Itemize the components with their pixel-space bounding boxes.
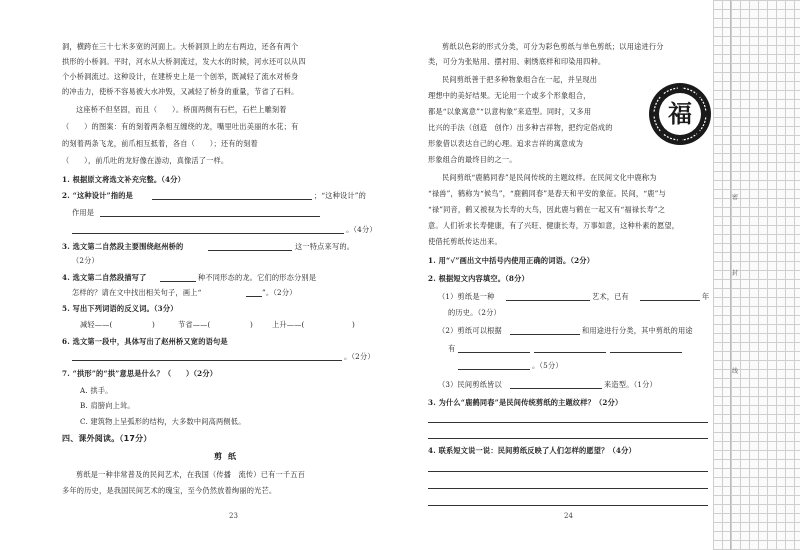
- question-2-2-points: 。（5分）: [532, 361, 563, 370]
- antonym-paren: ): [352, 320, 356, 329]
- passage-line: “禄兽”，鹤称为“候鸟”，“鹿鹤同春”是春天和平安的象征。民间，“鹿”与: [428, 189, 666, 198]
- passage-line: （ ），前爪吐的龙好像在游动，真像活了一样。: [62, 156, 229, 165]
- grid-margin: [713, 0, 800, 550]
- question-3: 3. 为什么“鹿鹤同春”是民间传统剪纸的主题纹样？（2分）: [428, 398, 623, 407]
- question-2-2-text: 和用途进行分类，其中剪纸的用途: [582, 326, 693, 335]
- answer-line[interactable]: [246, 296, 262, 297]
- question-2-3: （3）民间剪纸皆以: [438, 380, 502, 389]
- question-2-2-text: 有: [448, 344, 456, 353]
- answer-line[interactable]: [428, 438, 708, 439]
- page-number: 24: [564, 512, 573, 520]
- paper-cut-fu-icon: [646, 80, 714, 148]
- question-6: 6. 选文第一段中，具体写出了赵州桥又宽的语句是: [62, 337, 228, 346]
- antonym-paren: ): [152, 320, 156, 329]
- passage-line: “禄”同音，鹤又被视为长寿的大鸟，因此鹿与鹤在一起又有“福禄长寿”之: [428, 205, 666, 214]
- passage-line: 洞，横跨在三十七米多宽的河面上。大桥洞顶上的左右两边，还各有两个: [62, 42, 299, 51]
- seal-line-label: 密: [732, 194, 739, 201]
- question-1: 1. 用“√”画出文中括号内使用正确的词语。（2分）: [428, 256, 595, 265]
- question-2-1-text: 艺术，已有: [592, 292, 629, 301]
- antonym-item: 减轻——(: [80, 320, 113, 329]
- passage-line: 多年的历史，是我国民间艺术的瑰宝，至今仍然放着绚丽的光芒。: [62, 486, 277, 495]
- passage-line: 这座桥不但坚固，而且（ ）。桥面两侧有石栏，石栏上雕刻着: [76, 105, 287, 114]
- question-2-points: 。（4分）: [346, 225, 377, 234]
- question-2: 2. 根据短文内容填空。（8分）: [428, 274, 529, 283]
- antonym-item: 上升——(: [272, 320, 305, 329]
- passage-line: 民间剪纸善于把多种物象组合在一起，并呈现出: [442, 75, 598, 84]
- answer-line[interactable]: [208, 250, 292, 251]
- question-2-1-points: 的历史。（2分）: [448, 308, 501, 317]
- question-4-points: ”。（2分）: [262, 288, 297, 297]
- question-3-points: （2分）: [72, 256, 99, 265]
- answer-line[interactable]: [640, 300, 700, 301]
- answer-line[interactable]: [428, 471, 708, 472]
- answer-line[interactable]: [152, 199, 312, 200]
- paper-cut-character: 福: [668, 99, 692, 128]
- answer-line[interactable]: [610, 352, 682, 353]
- answer-line[interactable]: [458, 369, 530, 370]
- passage-title: 剪纸: [214, 452, 242, 461]
- question-2-text: ；“这种设计”的: [314, 191, 367, 200]
- question-1: 1. 根据原文将选文补充完整。（4分）: [62, 175, 186, 184]
- question-4: 4. 联系短文说一说：民间剪纸反映了人们怎样的愿望？（4分）: [428, 446, 636, 455]
- answer-line[interactable]: [160, 281, 196, 282]
- question-2-1: （1）剪纸是一种: [438, 292, 495, 301]
- answer-line[interactable]: [72, 233, 344, 234]
- answer-line[interactable]: [428, 422, 708, 423]
- question-2: 2. “这种设计”指的是: [62, 191, 133, 200]
- passage-line: 的刻着两条飞龙，前爪相互抵着，各自（ ）；还有的刻着: [62, 139, 258, 148]
- passage-line: 使借托剪纸传达出来。: [428, 237, 502, 246]
- antonym-item: 节省——(: [178, 320, 211, 329]
- passage-line: 形象组合的最终目的之一。: [428, 155, 517, 164]
- question-3: 3. 选文第二自然段主要围绕赵州桥的: [62, 242, 184, 251]
- question-2-text: 作用是: [72, 208, 95, 217]
- passage-line: 类，可分为张贴用、摆衬用、刺绣底样和印染用四种。: [428, 57, 606, 66]
- answer-line[interactable]: [458, 352, 530, 353]
- passage-line: （ ）的图案：有的刻着两条相互缠绕的龙，嘴里吐出美丽的水花；有: [62, 122, 299, 131]
- option-a: A. 拱手。: [80, 386, 113, 395]
- passage-line: 都是“以象寓意”“以意构象”来造型。同时，又多用: [428, 107, 592, 116]
- antonym-paren: ): [250, 320, 254, 329]
- question-6-points: 。（2分）: [344, 352, 375, 361]
- question-2-1-text: 年: [702, 292, 710, 301]
- margin-divider: [730, 0, 731, 550]
- question-3-text: 这一特点来写的。: [295, 242, 355, 251]
- seal-line-label: 封: [732, 270, 739, 277]
- answer-line[interactable]: [506, 300, 590, 301]
- answer-line[interactable]: [100, 216, 320, 217]
- question-4-text: 怎样的？请在文中找出相关句子，画上“: [72, 288, 202, 297]
- seal-line-label: 线: [732, 368, 739, 375]
- passage-line: 形象借以表达自己的心理。追求吉祥的寓意成为: [428, 139, 584, 148]
- passage-line: 剪纸以色彩的形式分类，可分为彩色剪纸与单色剪纸；以用途进行分: [442, 42, 664, 51]
- answer-line[interactable]: [510, 334, 580, 335]
- question-7: 7. “拱形”的“拱”意思是什么？（ ）（2分）: [62, 369, 218, 378]
- answer-line[interactable]: [534, 352, 606, 353]
- answer-line[interactable]: [428, 488, 708, 489]
- question-4: 4. 选文第二自然段描写了: [62, 273, 147, 282]
- question-2-3-text: 来造型。（1分）: [604, 380, 657, 389]
- section-heading: 四、课外阅读。（17分）: [62, 434, 152, 443]
- question-5: 5. 写出下列词语的反义词。（3分）: [62, 304, 178, 313]
- passage-line: 意。人们祈求长寿健康，有了兴旺、健康长寿，万事如意，这种朴素的愿望，: [428, 221, 680, 230]
- passage-line: 个小桥洞流过。这种设计，在建桥史上是一个创举，既减轻了流水对桥身: [62, 72, 299, 81]
- passage-line: 民间剪纸“鹿鹤同春”是民间传统的主题纹样。在民间文化中鹿称为: [442, 173, 657, 182]
- passage-line: 拱形的小桥洞。平时，河水从大桥洞流过，发大水的时候，河水还可以从四: [62, 57, 306, 66]
- passage-line: 的冲击力，使桥不容易被大水冲毁，又减轻了桥身的重量，节省了石料。: [62, 87, 299, 96]
- answer-line[interactable]: [510, 388, 602, 389]
- question-2-2: （2）剪纸可以根据: [438, 326, 502, 335]
- page-number: 23: [229, 512, 238, 520]
- answer-line[interactable]: [428, 505, 708, 506]
- passage-line: 剪纸是一种非常普及的民间艺术，在我国（传播 流传）已有一千五百: [76, 470, 306, 479]
- question-4-text: 种不同形态的龙。它们的形态分别是: [198, 273, 317, 282]
- passage-line: 比兴的手法（创造 创作）出多种吉祥物，把约定俗成的: [428, 123, 613, 132]
- option-b: B. 肩膀向上耸。: [80, 401, 135, 410]
- passage-line: 理想中的美好结果。无论用一个或多个形象组合，: [428, 91, 591, 100]
- answer-line[interactable]: [72, 360, 342, 361]
- option-c: C. 建筑物上呈弧形的结构，大多数中间高两侧低。: [80, 417, 246, 426]
